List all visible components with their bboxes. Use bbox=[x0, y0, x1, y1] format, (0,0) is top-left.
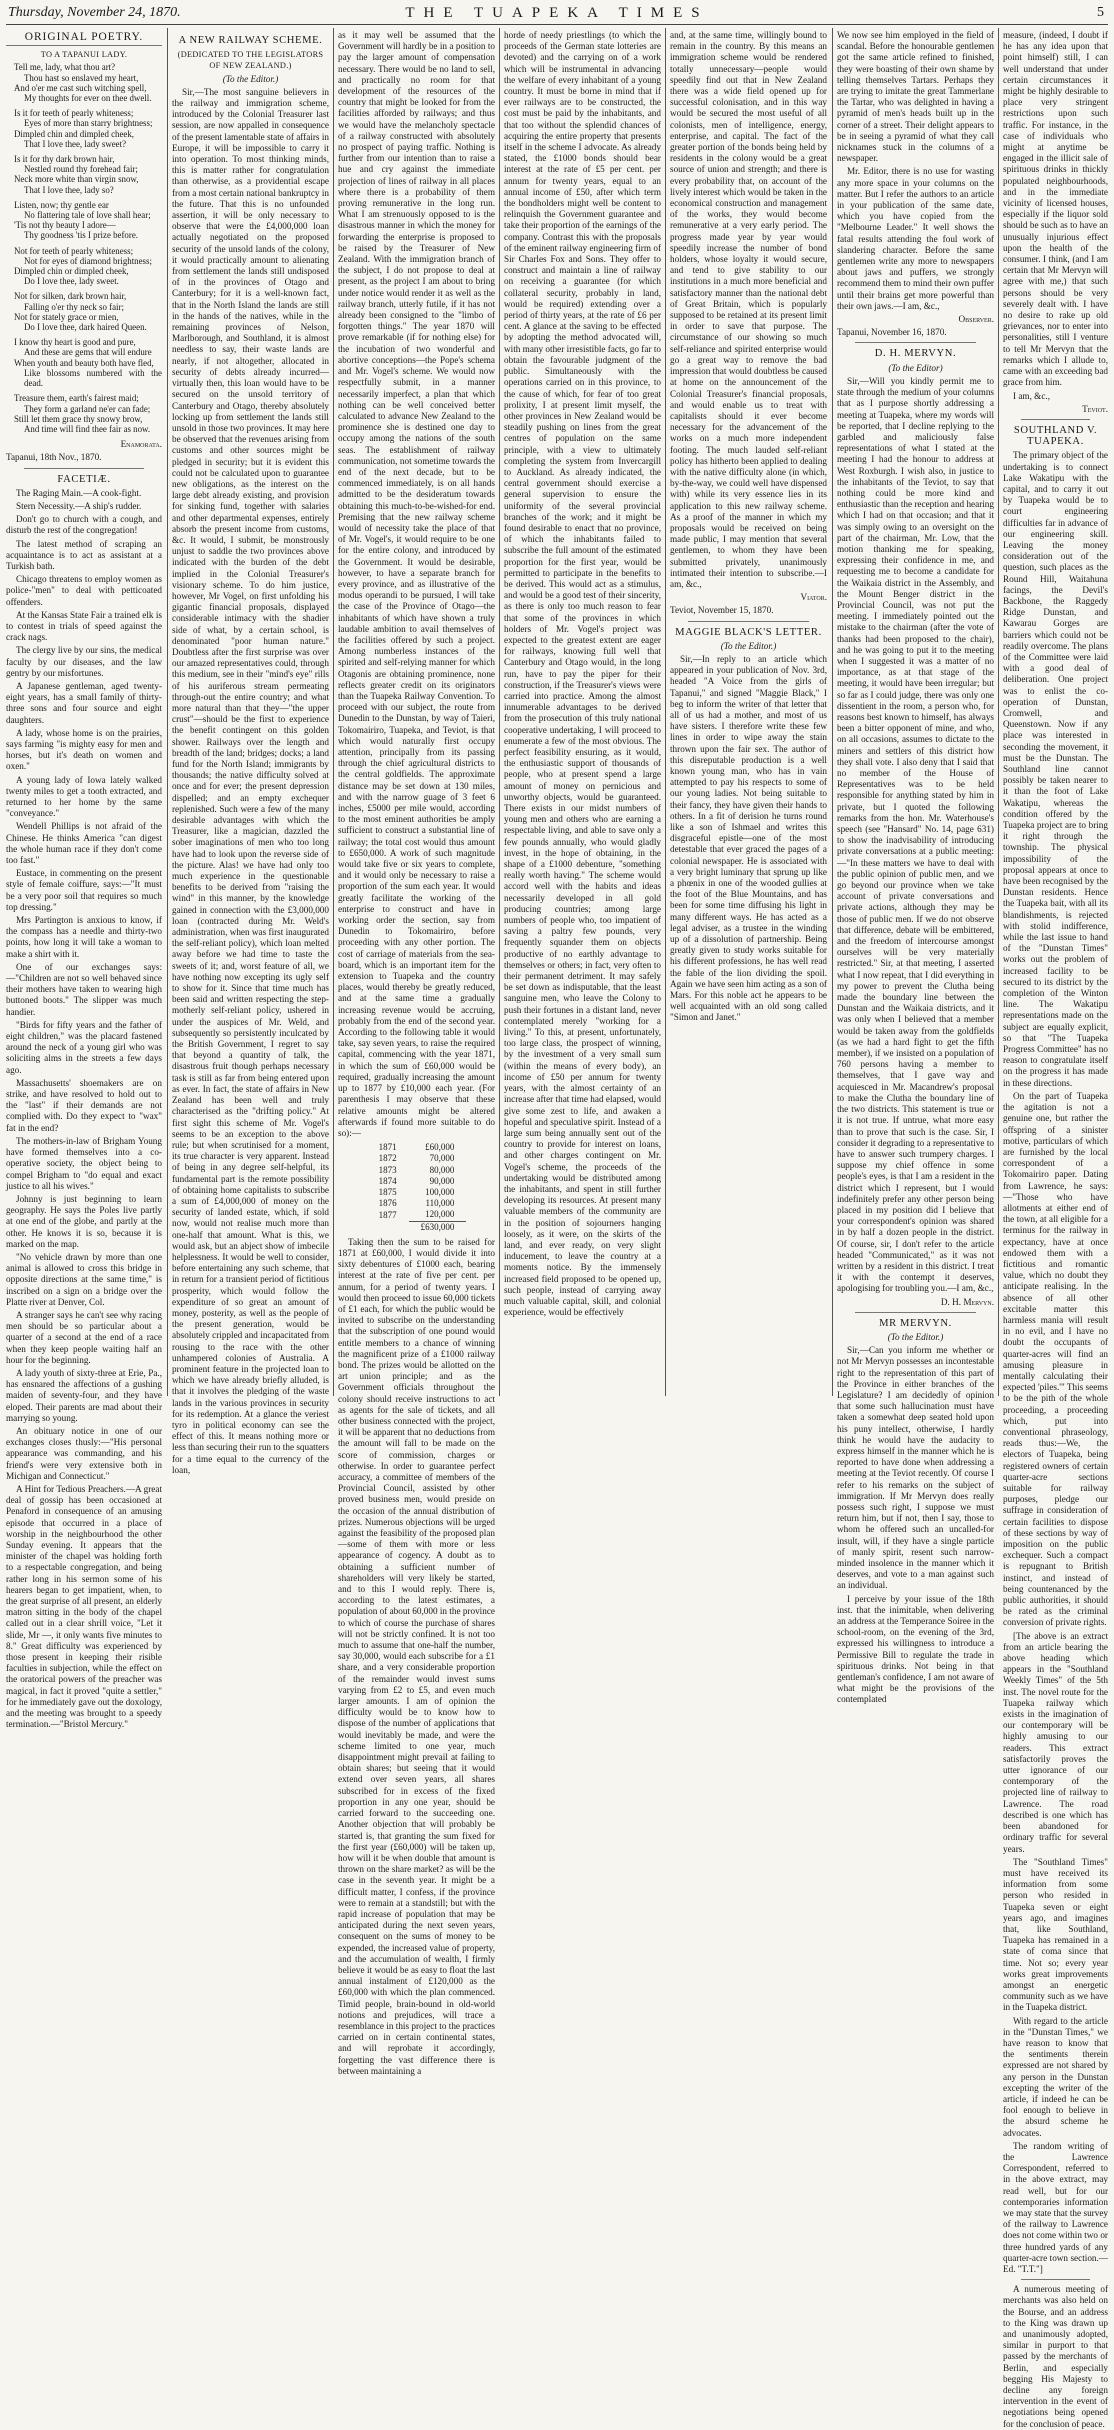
page-number: 5 bbox=[1097, 5, 1104, 20]
schedule-year: 1872 bbox=[378, 1153, 397, 1164]
table-row bbox=[367, 1198, 467, 1209]
column-rule bbox=[998, 28, 999, 1396]
poem-line: Do I love thee, dark haired Queen. bbox=[24, 322, 147, 333]
divider bbox=[855, 342, 976, 343]
paragraph: A lady youth of sixty-three at Erie, Pa., has ensnared the affections of a gushing maiden of seventy-four, and they have eloped. Their parents are mad about their marrying so young. bbox=[6, 1367, 162, 1423]
paragraph: horde of needy priestlings (to which the proceeds of the German state lotteries are devoted) and the carrying on of a work which will be instrumental in advancing the welfare of every inhabitant of a young country. It must be borne in mind that if ever railways are to be constructed, the cost must be paid by the inhabitants, and that too without the splendid chances of acquiring the entire property that presents itself in the scheme I advocate. As already stated, the £1000 bonds should bear interest at the rate of £5 per cent. per annum for twenty years, equal to an annual income of £50, after which term the bondholders might well be content to relinquish the Government guarantee and take their proportion of the earnings of the company. Contrast this with the proposals of the eminent railway engineering firm of Sir Charles Fox and Sons. They offer to construct and maintain a line of railway on receiving a guarantee (for which collateral security, probably in land, would be required) extending over a period of thirty years, at the rate of £6 per cent. A glance at the saving to be effected by adopting the method advocated will, with many other irresistible facts, go far to obtain the favourable judgment of the public. Simultaneously with the operations carried on in this province, to the cause of which, for fear of too great prolixity, I at present limit myself, the other provinces in New Zealand would be steadily pushing on lines from the great centres of population on the same principle, with a view to ultimately completing the system from Invercargill to Auckland. As already indicated, the central government should exercise a general supervision to ensure the uniformity of the several provincial branches of the work; and it might be found desirable to enact that no province, of which the inhabitants failed to subscribe the full amount of the estimated proportion for the first year, would be permitted to participate in the benefits to be derived. This would act as a stimulus, and would be a good test of their sincerity, as there is only too much reason to fear that some of the provinces in which holders of Mr. Vogel's project was expected to the greatest extent are eager for railways, knowing full well that Canterbury and Otago would, in the long run, have to pay the piper for their construction, if the Treasurer's views were carried into practice. Among the almost innumerable advantages to be derived from the prosecution of this truly national cooperative undertaking, I will proceed to enumerate a few of the most obvious. The perfect feasibility ensuring, as it would, the enthusiastic support of thousands of people, who at present spend a large amount of money on pernicious and unworthy objects, would be guaranteed. There exists in our midst numbers of young men and others who are earning a respectable living, and able to save only a few pounds annually, who would gladly invest, in the hope of obtaining, in the shape of a £1000 debenture, "something really worth having." The scheme would accord well with the habits and ideas necessarily developed in all gold producing countries; among large numbers of people who, too impatient of saving a paltry few pounds, very frequently squander them on objects productive of no earthly advantage to themselves or others; in fact, very often to their permanent detriment. It may safely be set down as indisputable, that the least sanguine men, who leave the Colony to push their fortunes in a distant land, never contemplated merely "working for a living." To this, at present, unfortunately, too large class, the prospect of winning, by the investment of a very small sum (within the means of every body), an income of £50 per annum for twenty years, with the almost certainty of an increase after that time had elapsed, would give some zest to life, and awaken a hopeful and speculative spirit. Instead of a large sum being annually sent out of the country to provide for interest on loans, and other charges contingent on Mr. Vogel's scheme, the proceeds of the undertaking would be distributed among the inhabitants, and spent in still further developing its resources. At present many valuable members of the community are in the position of sojourners hanging loosely, as it were, on the skirts of the land, and ever ready, on very slight inducement, to leave the country at a moments notice. By the immensely increased field proposed to be opened up, such people, instead of carrying away much valuable capital, skill, and colonial experience, would be effectively bbox=[504, 30, 661, 1318]
railway-dateline: Teviot, November 15, 1870. bbox=[670, 605, 774, 616]
paragraph: "Birds for fifty years and the father of eight children," was the placard fastened around the neck of a young girl who was soliciting alms in the streets a few days ago. bbox=[6, 1019, 162, 1075]
poem-line: Treasure them, earth's fairest maid; bbox=[14, 393, 139, 404]
mr-mervyn-to-editor: (To the Editor.) bbox=[887, 1331, 944, 1342]
table-row bbox=[367, 1187, 467, 1198]
paragraph: The random writing of the Lawrence Correspondent, referred to in the above extract, may read well, but for our contemporaries information we may state that the survey of the railway to Lawrence does not come within two or three hundred yards of any quarter-acre town section.—Ed. "T.T."] bbox=[1003, 2140, 1108, 2275]
poem-dateline: Tapanui, 18th Nov., 1870. bbox=[6, 452, 102, 463]
paragraph: At the Kansas State Fair a trained elk is to contest in trials of speed against the crack nags. bbox=[6, 609, 162, 643]
poem-line: Is it for teeth of pearly whiteness; bbox=[14, 108, 134, 119]
column-1 bbox=[6, 30, 162, 1730]
paragraph: Eustace, in commenting on the present style of female coiffure, says:—"It must be a very poor soil that requires so much top dressing." bbox=[6, 868, 162, 912]
poem-line: And o'er me cast such witching spell, bbox=[14, 82, 147, 93]
poem-line: Dimpled chin or dimpled cheek, bbox=[14, 266, 129, 277]
table-row bbox=[367, 1209, 467, 1221]
poem-line: Like blossoms numbered with the dead. bbox=[24, 367, 162, 389]
divider bbox=[688, 621, 809, 622]
mr-mervyn-body bbox=[837, 1345, 994, 1706]
paragraph: "No vehicle drawn by more than one animal is allowed to cross this bridge in opposite directions at the same time," is inscribed on a sign on a bridge over the Platte river at Denver, Col. bbox=[6, 1251, 162, 1307]
poem-line: Not for stately grace or mien, bbox=[14, 311, 119, 322]
divider bbox=[855, 1312, 976, 1313]
schedule-total-label bbox=[367, 1221, 409, 1233]
mervyn-letter-title: D. H. MERVYN. bbox=[874, 348, 957, 360]
poem-stanza bbox=[6, 108, 162, 149]
paragraph: A stranger says he can't see why racing men should be so particular about a quarter of a second at the end of a race when they keep people waiting half an hour for the beginning. bbox=[6, 1309, 162, 1365]
maggie-to-editor: (To the Editor.) bbox=[720, 640, 777, 651]
poem-title: TO A TAPANUI LADY. bbox=[40, 50, 128, 60]
paragraph: Massachusetts' shoemakers are on strike, and have resolved to hold out to the "last" if their demands are not complied with. Do they expect to "wax" fat in the end? bbox=[6, 1077, 162, 1133]
column-rule bbox=[499, 28, 500, 1396]
railway-to-editor: (To the Editor.) bbox=[222, 73, 279, 84]
paragraph: Chicago threatens to employ women as police-"men" to deal with petticoated offenders. bbox=[6, 574, 162, 607]
mr-mervyn-body-continued bbox=[1003, 30, 1108, 402]
poem-line: Still let them grace thy snowy brow, bbox=[14, 413, 143, 424]
paragraph: Mr. Editor, there is no use for wasting any more space in your columns on the matter. But I refer the authors to an article in your publication of the same date, which you have copied from the "Melbourne Leader." It well shows the fatal results attending the foul work of slandering character. Before the same gentlemen write any more to newspapers about jaws and puffers, we strongly recommend them to mind their own puffer until their brains get more powerful than their own jaws.—I am, &c., bbox=[837, 166, 994, 311]
paragraph: The mothers-in-law of Brigham Young have formed themselves into a co-operative society, the object being to compel Brigham to "do equal and exact justice to all his wives." bbox=[6, 1135, 162, 1191]
schedule-year: 1875 bbox=[378, 1186, 397, 1197]
mervyn-letter-body bbox=[837, 376, 994, 1295]
poem-line: Thy goodness 'tis I prize before. bbox=[24, 230, 138, 241]
poem-line: And these are gems that will endure bbox=[24, 347, 152, 358]
schedule-year: 1873 bbox=[378, 1164, 397, 1175]
poem-line: Dimpled chin and dimpled cheek, bbox=[14, 128, 135, 139]
poem-signature: Enamorata. bbox=[120, 439, 162, 450]
paragraph: With regard to the article in the "Dunstan Times," we have reason to know that the sentiments therein expressed are not shared by any person in the Dunstan excepting the writer of the article, if indeed he can be fool enough to believe in the absurd scheme he advocates. bbox=[1003, 2015, 1108, 2138]
poetry-section-title: ORIGINAL POETRY. bbox=[6, 32, 162, 46]
schedule-amount: 110,000 bbox=[425, 1198, 455, 1209]
poem-line: I know thy heart is good and pure, bbox=[14, 337, 136, 348]
railway-subtitle: (DEDICATED TO THE LEGISLATORS OF NEW ZEALAND.) bbox=[177, 50, 324, 71]
poem-line: Falling o'er thy neck so fair; bbox=[24, 301, 124, 312]
paragraph: Stern Necessity.—A ship's rudder. bbox=[16, 500, 142, 511]
mr-mervyn-title: MR MERVYN. bbox=[879, 1317, 952, 1329]
railway-body-part-2 bbox=[338, 30, 495, 1139]
paragraph: I perceive by your issue of the 18th inst. that the inimitable, when delivering an address at the Temperance Soiree in the school-room, on the evening of the 3rd, expressed his willingness to introduce a Permissive Bill to regulate the trade in spirituous drinks. Not being in that gentleman's confidence, I am not aware of what might be the provisions of the contemplated bbox=[837, 1593, 994, 1705]
poem-stanza bbox=[6, 393, 162, 434]
schedule-year: 1876 bbox=[378, 1198, 397, 1209]
schedule-amount: 90,000 bbox=[429, 1175, 455, 1186]
column-4 bbox=[504, 30, 661, 1394]
newspaper-title: THE TUAPEKA TIMES bbox=[405, 5, 709, 21]
paragraph: The Raging Main.—A cook-fight. bbox=[16, 487, 142, 498]
poem-stanza bbox=[6, 337, 162, 388]
maggie-title: MAGGIE BLACK'S LETTER. bbox=[675, 626, 822, 638]
paragraph: A lady, whose home is on the prairies, says farming "is mighty easy for men and horses, but it's death on women and oxen." bbox=[6, 727, 162, 772]
poem-line: When youth and beauty both have fled, bbox=[14, 357, 154, 368]
poem-line: 'Tis not thy beauty I adore— bbox=[14, 220, 116, 231]
poem bbox=[6, 62, 162, 434]
column-3 bbox=[338, 30, 495, 2076]
divider bbox=[1021, 2279, 1090, 2280]
poem-line: Not for silken, dark brown hair, bbox=[14, 291, 127, 302]
paragraph: Don't go to church with a cough, and disturb the rest of the congregation! bbox=[6, 514, 162, 536]
paragraph: One of our exchanges says:—"Children are not so well behaved since their mothers have taken to wearing high buttoned boots." The slipper was much handier. bbox=[6, 961, 162, 1017]
schedule-year: 1871 bbox=[378, 1142, 397, 1153]
schedule-amount: 70,000 bbox=[429, 1153, 455, 1164]
poem-stanza bbox=[6, 62, 162, 103]
poem-line: Is it for thy dark brown hair, bbox=[14, 154, 115, 165]
column-6 bbox=[837, 30, 994, 1705]
table-row bbox=[367, 1142, 467, 1153]
railway-body-part-5 bbox=[670, 30, 827, 590]
poem-line: Not for teeth of pearly whiteness; bbox=[14, 245, 134, 256]
loan-schedule-table bbox=[367, 1142, 467, 1233]
schedule-total: £630,000 bbox=[409, 1221, 467, 1233]
railway-title: A NEW RAILWAY SCHEME. bbox=[178, 35, 323, 46]
column-5 bbox=[670, 30, 827, 1394]
paragraph: Sir,—In reply to an article which appeared in your publication of Nov. 3rd, headed "A Voice from the girls of Tapanui," and signed "Maggie Black," I beg to inform the writer of that letter that all of us had a mother, and most of us have sisters. I therefore write these few lines in order to wipe away the stain thrown upon the fair sex. The author of this disreputable production is a well known young man, who has in vain attempted to pay his respects to some of our young ladies. Not being suitable to their fancy, they have given their hands to others. In a fit of derision he turns round like a son of Ishmael and writes this disgraceful epistle—one of the most detestable that ever graced the pages of a colonial newspaper. He is associated with a very bright luminary that sprung up like a phœnix in one of the wooded gullies at the foot of the Blue Mountains, and has been for some time diffusing his light in many different ways. He has acted as a legal adviser, as a trustee in the winding up of a dissolution of partnership. Being greatly given to study works suitable for his different professions, he has well read the fable of the lion dividing the spoil. Again we have seen him acting as a son of Mars. For this noble act he appears to be well acquainted with an old song called "Simon and Janet." bbox=[670, 653, 827, 1023]
poem-line: Tell me, lady, what thou art? bbox=[14, 62, 116, 73]
poem-line: No flattering tale of love shall hear; bbox=[24, 210, 151, 221]
bourse-item: A numerous meeting of merchants was also held on the Bourse, and an address to the King was drawn up and unanimously adopted, similar in purport to that passed by the merchants of Berlin, and especially begging His Majesty to decline any foreign intervention in the event of negotiations being opened for the conclusion of peace. bbox=[1003, 2284, 1108, 2429]
maggie-body bbox=[670, 654, 827, 1024]
paragraph: An obituary notice in one of our exchanges closes thusly:—"His personal appearance was commanding, and his friend's were very extensive both in Michigan and Connecticut." bbox=[6, 1425, 162, 1481]
paragraph: The latest method of scraping an acquaintance is to act as assistant at a Turkish bath. bbox=[6, 538, 162, 571]
paragraph: A Hint for Tedious Preachers.—A great deal of gossip has been occasioned at Penaford in consequence of an amusing episode that occurred in a place of worship in the neighbourhood the other Sunday evening. It appears that the minister of the chapel was holding forth to a respectable congregation, and being rather long in his sermon some of his hearers began to get impatient, when, to the great surprise of all present, an elderly matron sitting in the body of the chapel called out in a clear shrill voice, "Let it slide, Mr —, it only wants five minutes to 8." Great difficulty was experienced by those present in keeping their risible faculties in subjection, while the effect on the oratorical powers of the preacher was magical, in fact it proved "quite a settler," for he immediately gave out the doxology, and the meeting was brought to a speedy termination.—"Bristol Mercury." bbox=[6, 1483, 162, 1730]
paragraph: The clergy live by our sins, the medical faculty by our diseases, and the law gentry by our misfortunes. bbox=[6, 645, 162, 678]
schedule-amount: £60,000 bbox=[425, 1142, 455, 1153]
column-2 bbox=[172, 30, 329, 1475]
southland-body bbox=[1003, 450, 1108, 2275]
poem-line: Eyes of more than starry brightness; bbox=[24, 118, 153, 129]
column-rule bbox=[665, 28, 666, 1396]
maggie-body-continued bbox=[837, 30, 994, 312]
railway-signature: Viator. bbox=[800, 592, 827, 603]
column-7 bbox=[1003, 30, 1108, 2429]
table-row bbox=[367, 1165, 467, 1176]
table-row bbox=[367, 1176, 467, 1187]
poem-line: They form a garland ne'er can fade; bbox=[24, 403, 151, 414]
paragraph: Taking then the sum to be raised for 1871 at £60,000, I would divide it into sixty debentures of £1000 each, bearing interest at the rate of five per cent. per annum, for a period of twenty years. I would then proceed to issue 60,000 tickets of £1 each, for which the public would be invited to subscribe on the understanding that the subscription of one pound would entitle members to a chance of winning the magnificent prize of a £1000 railway bond. The prizes would be allotted on the art union principle; and as the Government officials throughout the colony should receive instructions to act as agents for the sale of tickets, and all other business connected with the project, it will be apparent that no deductions from the amount will fall to be made on the score of commission, charges or otherwise. In order to guarantee perfect accuracy, a committee of members of the Provincial Council, assisted by other proved business men, would preside on the occasion of the annual distribution of prizes. Numerous objections will be urged against the feasibility of the proposed plan—some of them with more or less appearance of cogency. A doubt as to obtaining a sufficient number of shareholders will very likely be started, and to this I would reply. There is, according to the latest estimates, a population of about 60,000 in the province to which of course the purchase of shares will not be strictly confined. It is not too much to assume that one-half the number, say 30,000, would each subscribe for a £1 share, and a very considerable proportion of the remainder would invest sums varying from £2 to £5, and even much larger amounts. I am of opinion the difficulty would be to know how to dispose of the number of applications that would inevitably be made, and were the scheme limited to one year, much disappointment might prevail at failing to obtain shares; but seeing that it would extend over seven years, all shares subscribed for in excess of the fixed proportion in any one year, should be carried forward to the succeeding one. Another objection that will probably be started is, that granting the sum fixed for the first year (£60,000) will be taken up, how will it be when double that amount is thrown on the share market? as will be the case in the seventh year. It might be a difficult matter, I confess, if the province were to remain at a standstill; but with the rapid increase of population that may be anticipated during the next seven years, consequent on the sums of money to be expended, the increased value of property, and the accumulation of wealth, I firmly believe it would be as easy to float the last annual instalment of £120,000 as the £60,000 with which the plan commenced. Timid people, brain-bound in old-world notions and prejudices, will trace a resemblance in this project to the practices carried on in certain continental states, and will reprobate it accordingly, forgetting the vast difference there is between maintaining a bbox=[338, 1236, 495, 2076]
paragraph: Johnny is just beginning to learn geography. He says the Poles live partly at one end of the globe, and partly at the other. He knows it is so, because it is marked on the map. bbox=[6, 1193, 162, 1249]
poem-stanza bbox=[6, 154, 162, 195]
paragraph: The primary object of the undertaking is to connect Lake Wakatipu with the capital, and to carry it out by Tuapeka would be to court engineering difficulties far in advance of our engineering skill. Leaving the money consideration out of the question, such places as the Round Hill, Waitahuna facings, the Devil's Backbone, the Raggedy Ridge Dunstan, and Kawarau Gorges are barriers which could not be readily overcome. The plans of the Committee were laid with a good deal of deliberation. One project was to enlist the co-operation of Dunstan, Cromwell, and Queenstown. Now if any place was interested in seconding the movement, it must be the Dunstan. The Southland line cannot possibly be taken nearer to it than the foot of Lake Wakatipu, whereas the condition offered by the Tuapeka project are to bring it right through the township. The physical impossibility of the proposal appears at once to have been recognised by the Dunstan residents. Hence the Tuapeka bait, with all its blandishments, is rejected with stolid indifference, while the last issue to hand of the "Dunstan Times" works out the problem of increased facility to be secured to its district by the completion of the Winton line. The Wakatipu representations made on the subject are equally explicit, so that "The Tuapeka Progress Committee" has no reason to congratulate itself on the progress it has made in these directions. bbox=[1003, 450, 1108, 1088]
mr-mervyn-signature: Teviot. bbox=[1082, 403, 1108, 414]
railway-body-part-3 bbox=[338, 1237, 495, 2077]
poem-stanza bbox=[6, 291, 162, 332]
poem-line: Neck more white than virgin snow, bbox=[14, 174, 139, 185]
paragraph: as it may well be assumed that the Government will hardly be in a position to pay the larger amount of compensation necessary. There would be no land to sell, and practically no room for that development of the resources of the country that might be looked for from the facilities afforded by railways; and thus we would have the melancholy spectacle of a railway constructed with absolutely no prospect of paying traffic. Nothing is further from our intention than to raise a hue and cry against the immediate projection of lines of railway in all places where there is a probability of them proving remunerative in the long run. What I am strenuously opposed to is the disastrous manner in which the money for forwarding the enterprise is proposed to be raised by the Treasurer of New Zealand. With the immigration branch of the subject, I do not propose to deal at present, as the project I am about to bring under notice would render it as well as the railway branch, utterly futile, if it has not already been consigned to the "limbo of forgotten things." The year 1870 will prove remarkable (if for nothing else) for the incubation of two wonderful and abortive conceptions—the Pope's schema and Mr. Vogel's scheme. We would now respectfully submit, in a manner necessarily imperfect, a plan that which nothing can be well conceived better calculated to advance New Zealand to the prominence she is destined one day to occupy among the nations of the south seas. The establishment of railway communication, not sometime towards the end of the next decade, but to be commenced immediately, is on all hands admitted to be the desideratum towards obtaining this much-to-be-wished-for end. Premising that the new railway scheme would of necessity take the place of that of Mr. Vogel's, it would require to be one for the entire colony, and introduced by the Government. It would be desirable, however, to have a separate branch for every province, and as illustrative of the modus operandi to be pursued, I will take the case of the Province of Otago—the inhabitants of which have shown a truly laudable ambition to avail themselves of the facilities offered by such a project. Among numberless instances of the spirited and self-relying manner for which Otagonis are obtaining prominence, none reflects greater credit on its originators than the Tuapeka Railway Convention. To proceed with our subject, the route from Dunedin to the Dunstan, by way of Taieri, Tokomairiro, Tuapeka, and Teviot, is that which would naturally first occupy attention, principally from its passing through the chief agricultural districts to the central goldfields. The approximate distance may be set down at 130 miles, and with the narrow guage of 3 feet 6 inches, £5000 per mile would, according to the most eminent authorities be amply sufficient to construct a substantial line of railway; the total cost would thus amount to £650,000. A work of such magnitude would take five or six years to complete, and it would only be necessary to raise a proportion of the sum each year. It would greatly facilitate the working of the enterprise to construct and have in working order the section, say from Dunedin to Tokomairiro, before proceeding with any other portion. The cost of carriage of materials from the sea-board, which is an important item for the extension to Tuapeka and the country places, would thereby be greatly reduced, and at the same time a gradually increasing revenue would be accruing, probably from the end of the second year. According to the following table it would take, say seven years, to raise the required capital, commencing with the year 1871, in which the sum of £60,000 would be required, gradually increasing the amount up to 1877 by £10,000 each year. (For parenthesis I may observe that these relative amounts might be altered afterwards if found more suitable to do so):— bbox=[338, 30, 495, 1138]
facetiae-body bbox=[6, 488, 162, 1731]
facetiae-title: FACETIÆ. bbox=[57, 473, 111, 485]
paragraph: The "Southland Times" must have received its information from some person who resided in Tuapeka seven or eight years ago, and imagines that, like Southland, Tuapeka has remained in a state of coma since that time. Not so; every year works great improvements amongst an energetic community such as we have in the Tuapeka district. bbox=[1003, 1856, 1108, 2013]
paragraph: A young lady of Iowa lately walked twenty miles to get a tooth extracted, and returned to her home by the same "conveyance." bbox=[6, 774, 162, 819]
paragraph: Sir,—Can you inform me whether or not Mr Mervyn possesses an incontestable right to the representation of this part of the Province in either branches of the Legislature? I am decidedly of opinion that some such hallucination must have taken a somewhat deep seated hold upon his puny intellect, otherwise, I hardly think he would have the audacity to express himself in the manner which he is reported to have done when addressing a meeting at the Teviot recently. Of course I refer to his remarks on the subject of immigration. If Mr Mervyn does really possess such right, I suppose we must return him, but if not, then I say, those to whom he offered such an uncalled-for insult, will, if they have a single particle of manly spirit, resent such narrow-minded insolence in the manner which it deserves, and vote to a man against such an individual. bbox=[837, 1345, 994, 1591]
schedule-amount: 120,000 bbox=[425, 1209, 455, 1220]
divider bbox=[24, 468, 144, 469]
divider bbox=[1021, 419, 1090, 420]
table-row bbox=[367, 1153, 467, 1164]
paragraph: Mrs Partington is anxious to know, if the compass has a needle and thirty-two points, how long it will take a woman to make a shirt with it. bbox=[6, 915, 162, 959]
mervyn-signature: D. H. Mervyn. bbox=[940, 1296, 994, 1307]
railway-body-part-4 bbox=[504, 30, 661, 1318]
railway-body-part-1 bbox=[172, 87, 329, 1476]
column-rule bbox=[832, 28, 833, 1396]
poem-line: And time will find thee fair as now. bbox=[24, 423, 151, 434]
poem-line: My thoughts for ever on thee dwell. bbox=[24, 93, 152, 104]
maggie-dateline: Tapanui, November 16, 1870. bbox=[837, 327, 947, 338]
schedule-year: 1874 bbox=[378, 1175, 397, 1186]
issue-date: Thursday, November 24, 1870. bbox=[8, 5, 181, 20]
poem-line: Not for eyes of diamond brightness; bbox=[24, 255, 152, 266]
paragraph: We now see him employed in the field of scandal. Before the honourable gentlemen got the same article refined to finished, they were boasting of their own shame by telling themselves Tartars. Perhaps they are trying to imitate the great Tammerlane the Tartar, who was delighted in having a pyramid of men's heads built up in the corner of a street. Their delight appears to be in seeing a pyramid of what they call nicknames stuck in the columns of a newspaper. bbox=[837, 30, 994, 164]
table-total-row bbox=[367, 1221, 467, 1233]
poem-stanza bbox=[6, 246, 162, 287]
poem-line: That I love thee, lady sweet? bbox=[24, 138, 127, 149]
paragraph: Wendell Phillips is not afraid of the Chinese. He thinks America "can digest the whole human race if they don't come too fast." bbox=[6, 821, 162, 866]
paragraph: measure, (indeed, I doubt if he has any idea upon that point himself) still, I can well understand that under certain circumstances it might be highly desirable to place very stringent restrictions upon such traffic. For instance, in the case of individuals who might at anytime be engaged in the illicit sale of spirituous drinks in thickly populated neighbourhoods, and in the immediate vicinity of licensed houses, especially if the liquor sold should be such as to have an unusually injurious effect upon the health of the consumer. I think, (and I am certain that Mr Mervyn will agree with me,) that such persons should be very severely dealt with. I have no desire to rake up old grievances, nor to enter into personalities, still I venture to tell Mr Mervyn that the remarks which I allude to, came with an exceeding bad grace from him. bbox=[1003, 30, 1108, 388]
masthead bbox=[6, 4, 1108, 25]
mervyn-to-editor: (To the Editor) bbox=[888, 362, 943, 373]
paragraph: Sir,—Will you kindly permit me to state through the medium of your columns that as I purpose shortly addressing a meeting at Tuapeka, where my words will be reported, that I decline replying to the garbled and maliciously false representations of what I stated at the meeting I had the honour to address at West Roxburgh. I wish also, in justice to the inhabitants of the Teviot, to say that nothing could be more kind and enthusiastic than the reception and hearing which I had on that occasion; and that it was simply owing to an oversight on the part of the chairman, Mr. Low, that the motion thanking me for speaking, expressing their confidence in me, and requesting me to become a candidate for the Waikaia district in the Assembly, and the Mount Benger district in the Provincial Council, was not put the meeting. I immediately pointed out the mistake to the chairman (after the vote of thanks had been proposed to the chair), and he was going to put it to the meeting when I suggested it was a matter of no importance, as at that stage of the meeting, it would have been irregular; but so far as I could judge, there was only one dissentient in the room, a person who, for reasons best known to himself, has always been a bitter opponent of mine, and who, on all occasions, assumes to dictate to the miners and settlers of this district how they shall vote. I also deny that I said that no member of the House of Representatives was to be held responsible for anything stated by him in private, but I quoted the following remarks from the hon. Mr. Waterhouse's speech (see "Hansard" No. 14, page 631) to show the inadvisability of introducing private conversations at a public meeting:—"In these matters we have to deal with the public opinion of public men, and we go beyond our province when we take account of private conversations and private actions, although they may be those of public men. If we do not observe that difference, debate will be embittered, and the freedom of intercourse amongst ourselves will be very materially restricted." Sir, at that meeting, I asserted what I now repeat, that I did everything in my power to prevent the Clutha being made the boundary line between the Dunstan and the Waikaia districts, and it was only when I believed that a member would be taken away from the goldfields (as we had a hard fight to get the fifth member), if we insisted on a population of 760 persons having a member to themselves, that I gave way and acquiesced in Mr. Macandrew's proposal to make the Clutha the boundary line of the two districts. This statement is true or it is not true. If untrue, what more easy than to prove that such is the case. Sir, I consider it degrading to a representative to have to answer such trumpery charges. I suppose my chief offence in some people's eyes, is that I am a resident in the district which I represent, but I would indefinitely prefer any other person being placed in my position did I believe that your correspondent's opinion was shared in by half a dozen people in the district. Of course, sir, I don't refer to the article headed "Communicated," as it was not written by a resident in this district. I treat it with the contempt it deserves, apologising for troubling you.—I am, &c., bbox=[837, 375, 994, 1294]
poem-line: That I love thee, lady so? bbox=[24, 184, 114, 195]
paragraph: I am, &c., bbox=[1013, 390, 1050, 401]
poem-line: Nestled round thy forehead fair; bbox=[24, 164, 138, 175]
paragraph: and, at the same time, willingly bound to remain in the country. By this means an immigration scheme would be rendered totally unnecessary—people would speedily find out that in New Zealand there was a wide field opened up for successful colonisation, and in this way would be secured the most useful of all colonists, men of intelligence, energy, enterprise, and capital. The fact of the greater portion of the bonds being held by residents in the colony would be a great source of union and strength; and there is every probability that, on account of the lively interest which would be taken in the economical construction and management of the works, they would become remunerative at a very early period. The progress made year by year would speedily increase the number of bond holders, whose loyalty it would secure, and tend to give stability to our institutions in a much more beneficial and satisfactory manner than the national debt of Great Britain, which is popularly supposed to be retained at its present limit in order to save that purpose. The circumstance of our showing so much self-reliance and spirited enterprise would go a great way to remove the bad impression that would doubtless be caused at home on the announcement of the Colonial Treasurer's financial proposals, and would enable us to treat with capitalists should it ever become necessary for the advancement of the works on a much more independent footing. The much lauded self-reliant policy has hitherto been applied to dealing with the native difficulty alone (in which, by-the-way, we could well have dispensed with) while its very essence lies in its application to this new railway scheme. As a proof of the manner in which my proposals would be received on being made public, I may mention that several gentlemen, to whom they have been submitted privately, unanimously intimated their intention to subscribe.—I am, &c., bbox=[670, 30, 827, 589]
southland-title: SOUTHLAND V. TUAPEKA. bbox=[1013, 424, 1098, 448]
poem-line: Do I love thee, lady sweet. bbox=[24, 276, 119, 287]
maggie-signature: Observer. bbox=[958, 314, 994, 325]
schedule-year: 1877 bbox=[378, 1209, 397, 1220]
poem-stanza bbox=[6, 200, 162, 241]
column-rule bbox=[167, 28, 168, 1396]
poem-line: Listen, now; thy gentle ear bbox=[14, 199, 109, 210]
schedule-amount: 80,000 bbox=[429, 1164, 455, 1175]
poem-line: Thou hast so enslaved my heart, bbox=[24, 72, 139, 83]
paragraph: [The above is an extract from an article bearing the above heading which appears in the "Southland Weekly Times" of the 5th inst. The novel route for the Tuapeka railway which exists in the imagination of our contemporary will be highly amusing to our readers. This extract satisfactorily proves the utter ignorance of our contemporary of the projected line of railway to Lawrence. The road described is one which has been abandoned for ordinary traffic for several years. bbox=[1003, 1630, 1108, 1854]
column-rule bbox=[333, 28, 334, 1396]
paragraph: A Japanese gentleman, aged twenty-eight years, has a small family of thirty-three sons and four source and eight daughters. bbox=[6, 680, 162, 725]
paragraph: Sir,—The most sanguine believers in the railway and immigration scheme, introduced by the Colonial Treasurer last session, are now appalled in consequence of the present lamentable state of affairs in Europe, it will be impossible to carry it into operation. To most thinking minds, this is matter rather for congratulation than otherwise, as a providential escape from a most certain national bankruptcy in the future. That this is no unfounded assertion, it will be only necessary to observe that were the £4,000,000 loan actually negotiated on the proposed security of the unsold lands of the colony, it would practically amount to alienating from settlement the lands still undisposed of in the provinces of Otago and Canterbury; for it is a well-known fact, that in the North Island the lands are still in the hands of the natives, while in the remaining provinces of Nelson, Marlborough, and Southland, it is almost needless to say, their waste lands are nearly, if not altogether, allocated in security of debts already incurred—virtually then, this loan would have to be secured on the unsold territory of Canterbury and Otago, thereby absolutely locking up from settlement the lands still unsold in those two provinces. It may here be observed that the revenues arising from customs and other sources might be pledged in security; but it is evident this could not be calculated upon to guarantee new obligations, as the interest on the large debt already existing, and provision for sinking fund, together with salaries and other departmental expenses, entirely absorb the present income from customs, &c. It would, I submit, be monstrously unjust to saddle the two provinces above indicated with the burden of the debt implied in the Colonial Treasurer's visionary scheme. To do him justice, however, Mr Vogel, on first unfolding his gigantic financial proposals, displayed considerable intimacy with the shadier side of what, by a certain school, is denominated "poor human nature." Doubtless after the first surprise was over our amazed representatives could, through this medium, see in their "mind's eye" rills of his auriferous stream permeating through-out the entire country; and what more natural than that they—"the upper crust"—should be the first to experience the benefit contingent on this golden shower. Railways over the length and breadth of the land; bridges; docks; a land fund for the North Island; immigrants by thousands; the native difficulty solved at once and for ever; the present depression dispelled; and an empty exchequer replenished. Such were a few of the many desirable advantages with which the Treasurer, like a magician, dazzled the sober imaginations of men who too long have had to look upon the reverse side of the picture. Alas! we have had only too much experience in the questionable benefits to be derived from "raising the wind" in this manner, by the knowledge gained in connection with the £3,000,000 loan (contracted during Mr. Weld's administration, when was first inaugurated the self-reliant policy), which loan melted away before we had time to taste the sweets of it; and, worst feature of all, we have nothing now excepting its ugly self to show for it. Since that time much has been said and written respecting the step-motherly self-reliant policy, ushered in under the auspices of Mr. Weld, and subsequently so persistently inculcated by the British Government, I regret to say that beyond a quantity of talk, the disastrous fruit though perhaps necessary task is still as far from being entered upon as ever. In fact, the state of affairs in New Zealand has been well and truly characterised as the "drifting policy." At first sight this scheme of Mr. Vogel's seems to be an exception to the above rule; but when scrutinised for a moment, its true character is very apparent. Instead of being in any degree self-helpful, its fundamental part is the remote possibility of obtaining home capitalists to subscribe a sum of £4,000,000 of money on the security of landed estate, which, if sold now, would not realise much more than one-half that amount. What is this, we would ask, but an abject show of imbecile helplessness. It would be well to consider, before entertaining any such scheme, that in return for a transient period of fictitious prosperity, which would follow the expenditure of so great an amount of money, posterity, as well as the people of the present generation, would be absolutely crippled and incapacitated from rousing to the race with the other unhampered colonies of Australia. A prominent feature in the projected loan to which we have already briefly alluded, is that it involves the pledging of the waste lands in the various provinces in security for its redemption. At a glance the veriest tyro in political economy can see the effect of this. It means nothing more or less than securing their run to the squatters for a time equal to the currency of the loan, bbox=[172, 86, 329, 1475]
schedule-amount: 100,000 bbox=[425, 1186, 455, 1197]
paragraph: On the part of Tuapeka the agitation is not a genuine one, but rather the offspring of a sinister motive, particulars of which are furnished by the local correspondent of a Tokomairiro paper. Dating from Lawrence, he says:—"Those who have allotments at either end of the town, at all eligible for a terminus for the railway in expectancy, have at once endowed them with a fictitious and romantic value, which no doubt they anticipate realising. In the absence of all other excitable matter this harmless mania will result in no evil, and I have no doubt the occupants of quarter-acres will find an amusing pleasure in mentally calculating their expected 'piles.'" This seems to be the pith of the whole proceeding, a proceeding which, put into conventional phraseology, reads thus:—We, the electors of Tuapeka, being registered owners of certain quarter-acre sections suitable for railway purposes, pledge our suffrage in consideration of certain facilities to dispose of these sections by way of imposition on the public exchequer. Such a compact is repugnant to British instinct, and instead of being countenanced by the public authorities, it should be rated as the criminal conversion of private rights. bbox=[1003, 1090, 1108, 1628]
